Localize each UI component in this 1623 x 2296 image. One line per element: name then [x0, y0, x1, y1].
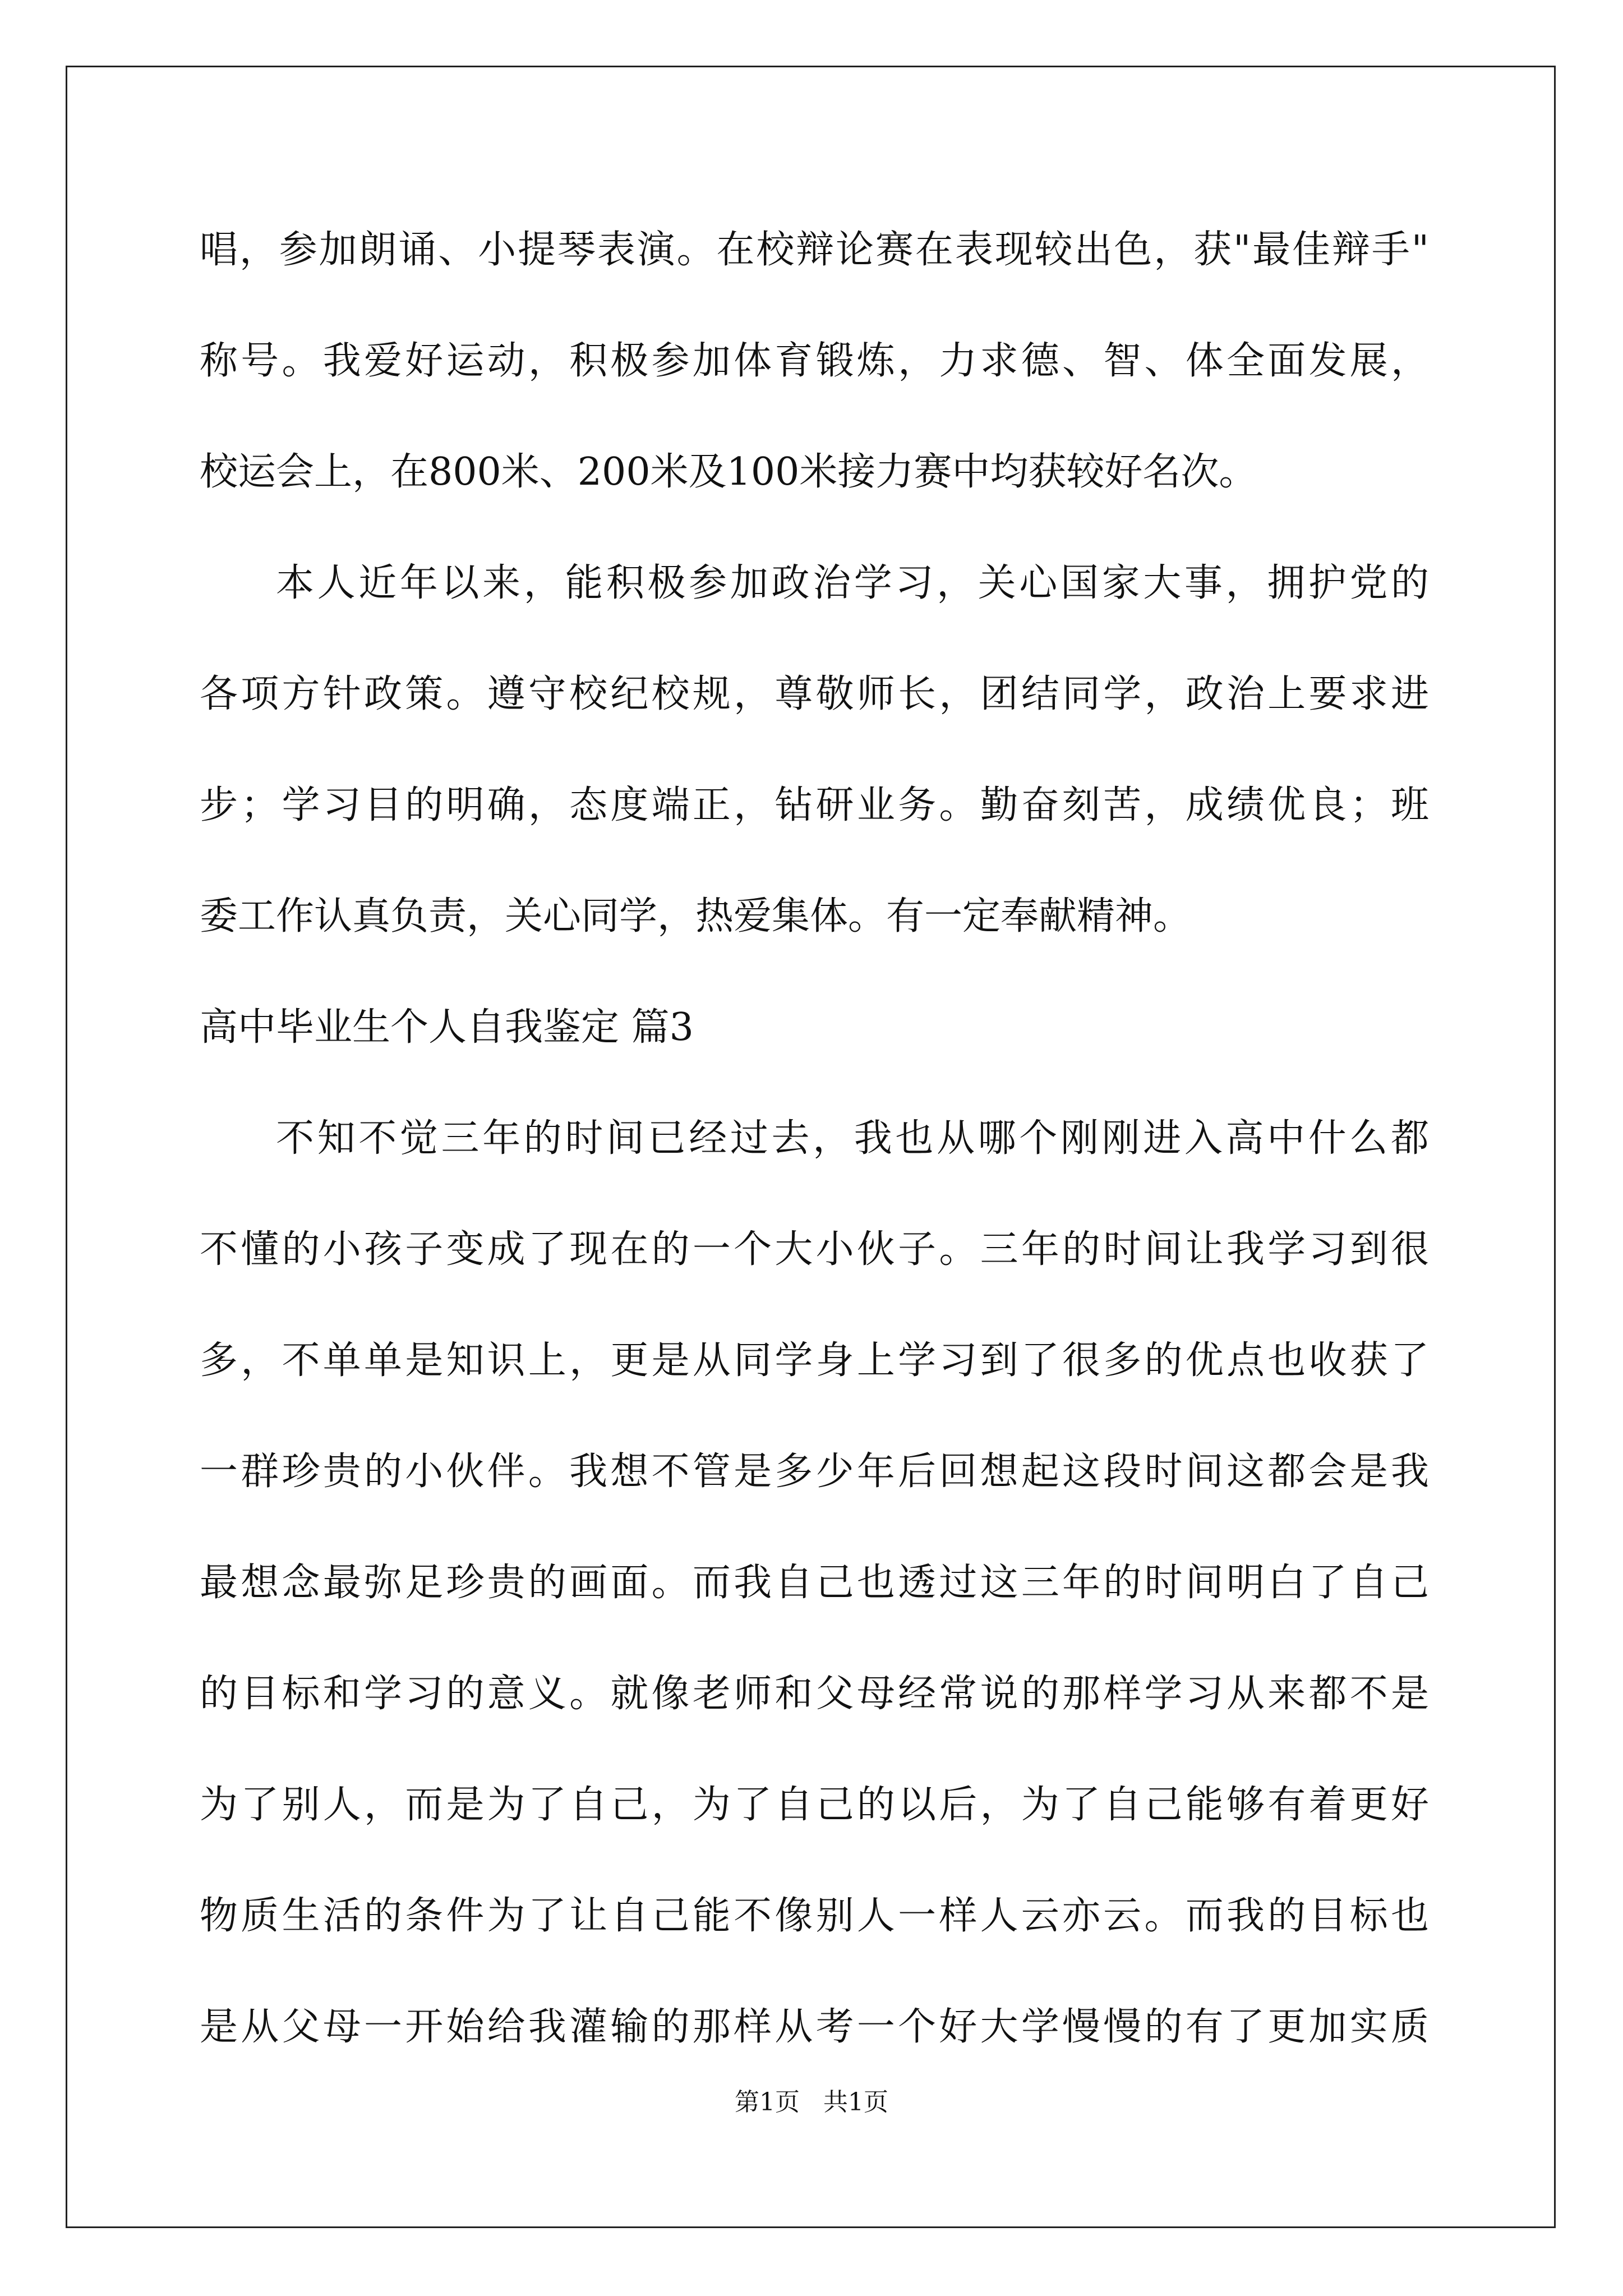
- paragraph-line: 为了别人，而是为了自己，为了自己的以后，为了自己能够有着更好: [200, 1783, 1429, 1827]
- paragraph-line: 物质生活的条件为了让自己能不像别人一样人云亦云。而我的目标也: [200, 1894, 1429, 1938]
- paragraph-line: 唱，参加朗诵、小提琴表演。在校辩论赛在表现较出色，获"最佳辩手": [200, 228, 1429, 272]
- paragraph-line: 的目标和学习的意义。就像老师和父母经常说的那样学习从来都不是: [200, 1672, 1429, 1716]
- paragraph-line: 是从父母一开始给我灌输的那样从考一个好大学慢慢的有了更加实质: [200, 2005, 1429, 2049]
- document-body: [200, 195, 1429, 2083]
- paragraph-line: 多，不单单是知识上，更是从同学身上学习到了很多的优点也收获了: [200, 1338, 1429, 1383]
- paragraph-line: 不懂的小孩子变成了现在的一个大小伙子。三年的时间让我学习到很: [200, 1227, 1429, 1272]
- page-number-footer: 第1页 共1页: [735, 2088, 888, 2116]
- paragraph-line: 不知不觉三年的时间已经过去，我也从哪个刚刚进入高中什么都: [276, 1116, 1429, 1161]
- paragraph-line: 本人近年以来，能积极参加政治学习，关心国家大事，拥护党的: [276, 561, 1429, 605]
- paragraph-line: 委工作认真负责，关心同学，热爱集体。有一定奉献精神。: [200, 894, 1192, 938]
- paragraph-line: 最想念最弥足珍贵的画面。而我自己也透过这三年的时间明白了自己: [200, 1561, 1429, 1605]
- paragraph-line: 一群珍贵的小伙伴。我想不管是多少年后回想起这段时间这都会是我: [200, 1450, 1429, 1494]
- paragraph-line: 各项方针政策。遵守校纪校规，尊敬师长，团结同学，政治上要求进: [200, 672, 1429, 716]
- paragraph-line: 步；学习目的明确，态度端正，钻研业务。勤奋刻苦，成绩优良；班: [200, 783, 1429, 827]
- paragraph-line: 称号。我爱好运动，积极参加体育锻炼，力求德、智、体全面发展，: [200, 339, 1429, 383]
- section-heading: 高中毕业生个人自我鉴定 篇3: [200, 1005, 694, 1050]
- paragraph-line: 校运会上，在800米、200米及100米接力赛中均获较好名次。: [200, 450, 1257, 494]
